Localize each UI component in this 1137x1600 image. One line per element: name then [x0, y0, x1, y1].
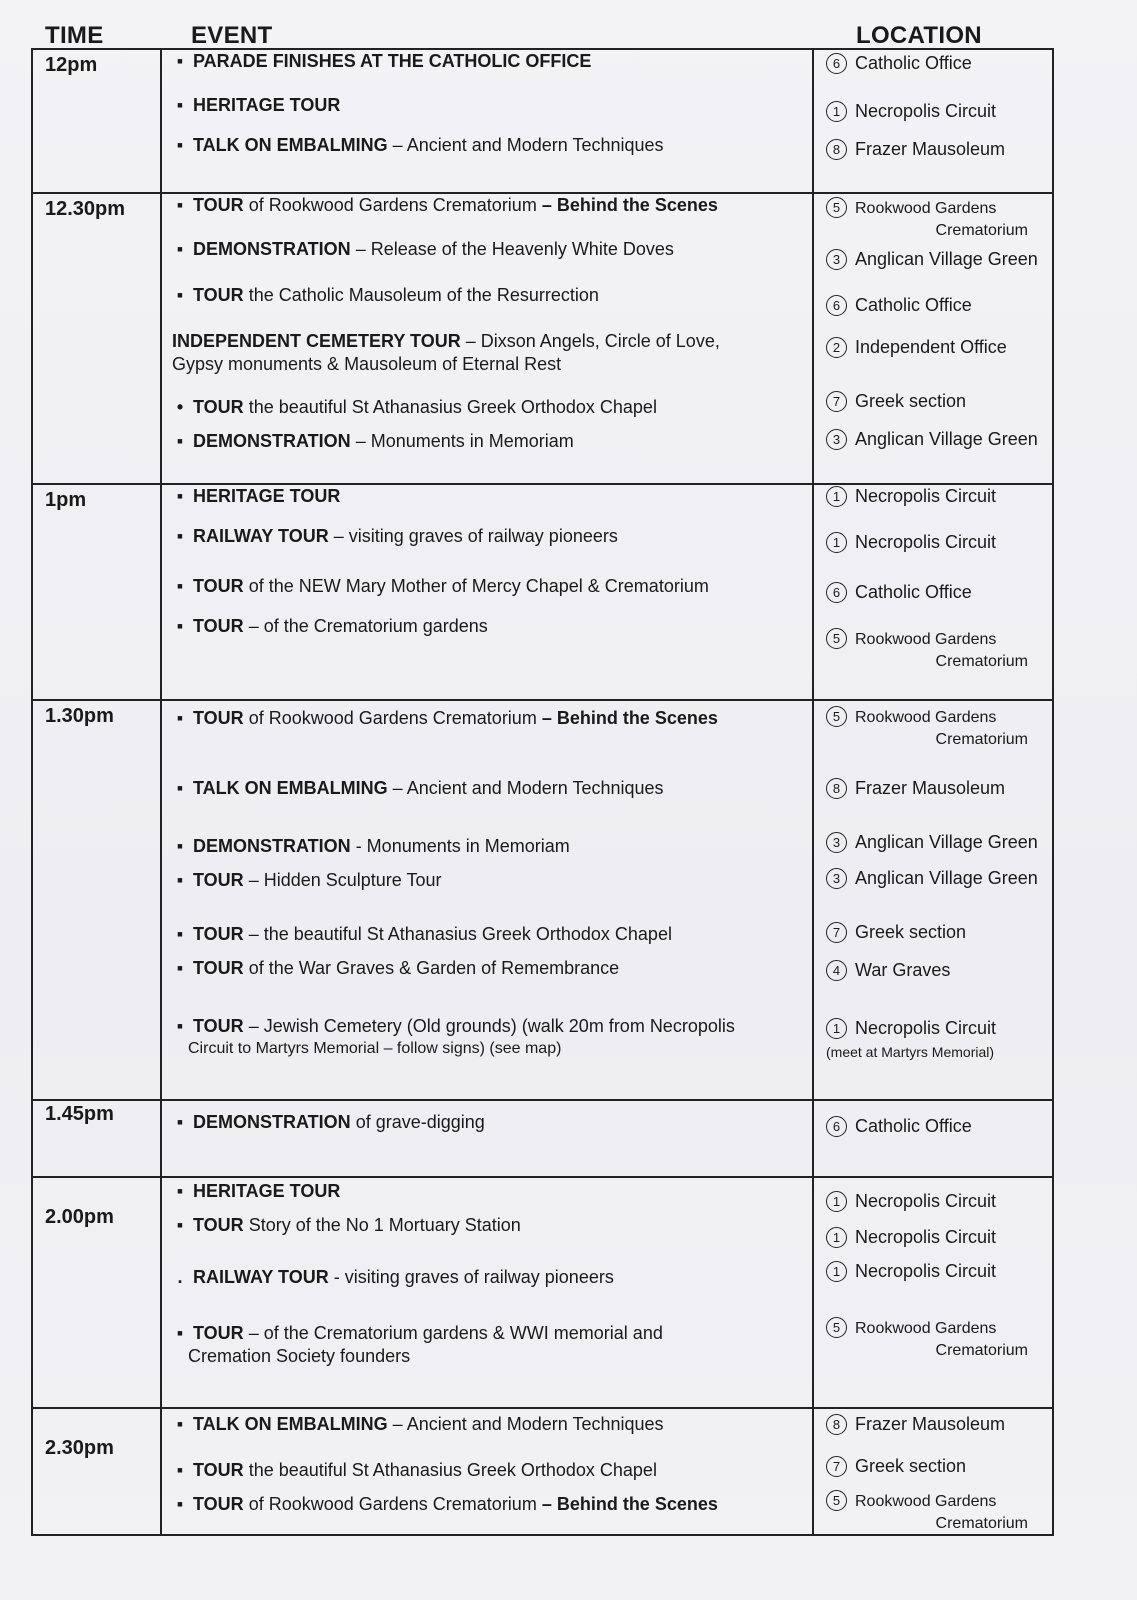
event-title: DEMONSTRATION [193, 430, 351, 451]
location-number-badge: 5 [826, 628, 847, 649]
event-item [172, 525, 806, 548]
location-item [826, 959, 1048, 981]
time-label: 1pm [45, 488, 87, 511]
event-list [162, 50, 812, 190]
event-title: TOUR [193, 1323, 244, 1344]
event-title: DEMONSTRATION [193, 835, 351, 856]
location-number-badge: 5 [826, 706, 847, 727]
location-item [826, 1115, 1048, 1137]
event-item [172, 94, 806, 117]
location-item [826, 336, 1048, 358]
location-item [826, 138, 1048, 160]
event-desc: of Rookwood Gardens Crematorium [243, 1493, 542, 1514]
location-name: Necropolis Circuit [855, 1227, 997, 1248]
location-number-badge: 3 [826, 249, 847, 270]
event-list [162, 1101, 812, 1175]
event-item [172, 194, 806, 217]
location-name: Necropolis Circuit [855, 101, 997, 121]
location-item [826, 1190, 1048, 1212]
location-number-badge: 6 [826, 582, 847, 603]
event-title: TOUR [193, 869, 244, 890]
event-desc: – Dixson Angels, Circle of Love, [460, 330, 720, 351]
location-item [826, 1489, 1048, 1535]
event-title: TALK ON EMBALMING [193, 135, 388, 155]
location-item [826, 531, 1048, 553]
location-list [814, 701, 1052, 1095]
event-title: HERITAGE TOUR [193, 1181, 341, 1202]
event-title: TOUR [193, 707, 244, 728]
location-item [826, 1017, 1048, 1063]
bullet: ▪ [176, 238, 184, 259]
location-item [826, 390, 1048, 412]
bullet: ▪ [176, 707, 184, 728]
event-desc: of the War Graves & Garden of Remembrance [243, 957, 620, 978]
event-item [172, 1459, 806, 1482]
event-item [172, 835, 806, 858]
location-item [826, 867, 1048, 889]
location-name: Greek section [855, 390, 967, 411]
bullet: ▪ [176, 923, 184, 944]
time-cell [32, 1408, 161, 1535]
bullet: ▪ [176, 1323, 184, 1344]
time-cell [32, 193, 161, 484]
schedule-row [32, 193, 1053, 484]
location-name: Rookwood Gardens [855, 1320, 997, 1338]
time-label: 2.30pm [45, 1436, 114, 1459]
location-list [814, 50, 1052, 190]
event-item [172, 396, 806, 419]
location-name: Anglican Village Green [855, 831, 1038, 852]
event-title: TALK ON EMBALMING [193, 1413, 388, 1434]
event-item [172, 869, 806, 892]
time-label: 12pm [45, 54, 98, 76]
event-title: INDEPENDENT CEMETERY TOUR [172, 330, 461, 351]
time-cell [32, 700, 161, 1100]
event-desc: of Rookwood Gardens Crematorium [243, 194, 542, 215]
location-number-badge: 8 [826, 139, 847, 160]
time-label: 1.30pm [45, 704, 114, 727]
location-item [826, 428, 1048, 450]
event-title: DEMONSTRATION [193, 238, 351, 259]
bullet: ▪ [176, 835, 184, 856]
event-list [162, 701, 812, 1095]
event-title: TOUR [193, 575, 244, 596]
bullet: ▪ [176, 284, 184, 305]
event-cell [161, 1100, 813, 1177]
event-item [172, 1322, 806, 1368]
event-title: PARADE FINISHES AT THE CATHOLIC OFFICE [193, 51, 592, 71]
location-name: Catholic Office [855, 294, 972, 315]
event-title: RAILWAY TOUR [193, 1267, 329, 1288]
schedule-row [32, 1100, 1053, 1177]
bullet: . [177, 1267, 183, 1288]
location-number-badge: 8 [826, 1414, 847, 1435]
header-location: LOCATION [856, 22, 982, 49]
bullet: ▪ [176, 777, 184, 798]
event-desc: – Monuments in Memoriam [350, 430, 574, 451]
location-name: Necropolis Circuit [855, 1261, 997, 1282]
location-name: Rookwood Gardens [855, 199, 997, 217]
event-title: TOUR [193, 194, 244, 215]
event-title: HERITAGE TOUR [193, 485, 341, 506]
event-item [172, 1111, 806, 1134]
time-label: 12.30pm [45, 197, 126, 220]
bullet: ▪ [176, 1493, 184, 1514]
event-desc: – visiting graves of railway pioneers [328, 525, 618, 546]
event-desc: – Release of the Heavenly White Doves [350, 238, 674, 259]
location-name: Necropolis Circuit [855, 485, 997, 506]
location-name: Greek section [855, 1455, 967, 1476]
time-cell [32, 484, 161, 700]
location-item [826, 485, 1048, 507]
bullet: ▪ [176, 95, 184, 115]
location-number-badge: 3 [826, 868, 847, 889]
event-desc: - visiting graves of railway pioneers [328, 1267, 614, 1288]
location-item [826, 294, 1048, 316]
event-desc: of the NEW Mary Mother of Mercy Chapel & Crematorium [243, 575, 709, 596]
location-item [826, 1455, 1048, 1477]
location-number-badge: 2 [826, 337, 847, 358]
event-cell [161, 1408, 813, 1535]
event-title: TOUR [193, 1459, 244, 1480]
schedule-row [32, 700, 1053, 1100]
event-desc: – Jewish Cemetery (Old grounds) (walk 20m from Necropolis [243, 1015, 735, 1036]
location-cell [813, 484, 1053, 700]
event-title: TOUR [193, 1015, 244, 1036]
location-name: Frazer Mausoleum [855, 777, 1006, 798]
location-name-cont: Crematorium [935, 1342, 1028, 1360]
location-number-badge: 6 [826, 53, 847, 74]
location-name: Necropolis Circuit [855, 1191, 997, 1212]
location-name: Catholic Office [855, 1116, 972, 1137]
location-number-badge: 3 [826, 429, 847, 450]
location-cell [813, 49, 1053, 193]
time-cell [32, 49, 161, 193]
location-list [814, 1409, 1052, 1533]
location-item [826, 581, 1048, 603]
event-cell [161, 484, 813, 700]
location-name: Frazer Mausoleum [855, 139, 1006, 159]
schedule-row [32, 49, 1053, 193]
header-time: TIME [45, 22, 104, 49]
location-name: Necropolis Circuit [855, 531, 997, 552]
location-name: Catholic Office [855, 53, 972, 73]
schedule-row [32, 1177, 1053, 1407]
location-list [814, 1178, 1052, 1404]
time-cell [32, 1100, 161, 1177]
event-list [162, 1409, 812, 1533]
event-highlight: – Behind the Scenes [541, 1493, 718, 1514]
event-title: RAILWAY TOUR [193, 525, 329, 546]
event-desc: Story of the No 1 Mortuary Station [243, 1215, 521, 1236]
bullet: ▪ [176, 1181, 184, 1202]
location-number-badge: 1 [826, 1191, 847, 1212]
location-note: (meet at Martyrs Memorial) [826, 1043, 995, 1060]
location-item [826, 1413, 1048, 1435]
location-item [826, 248, 1048, 270]
location-cell [813, 1100, 1053, 1177]
bullet: ▪ [176, 430, 184, 451]
location-item [826, 52, 1048, 74]
location-number-badge: 5 [826, 1317, 847, 1338]
location-number-badge: 1 [826, 1261, 847, 1282]
event-highlight: – Behind the Scenes [541, 194, 718, 215]
location-item [826, 777, 1048, 799]
event-item [172, 134, 806, 157]
schedule-row [32, 484, 1053, 700]
bullet: ▪ [176, 957, 184, 978]
event-desc: the beautiful St Athanasius Greek Orthodox Chapel [243, 396, 657, 417]
location-name: Catholic Office [855, 581, 972, 602]
location-name: Anglican Village Green [855, 867, 1038, 888]
bullet: ▪ [176, 51, 184, 71]
location-name-cont: Crematorium [935, 730, 1028, 748]
location-cell [813, 700, 1053, 1100]
location-name: War Graves [855, 959, 951, 980]
location-number-badge: 1 [826, 532, 847, 553]
event-desc-line2: Cremation Society founders [188, 1346, 411, 1367]
bullet: ▪ [176, 615, 184, 636]
event-list [162, 194, 812, 480]
location-number-badge: 7 [826, 1456, 847, 1477]
event-item [172, 1015, 806, 1059]
bullet: ▪ [176, 135, 184, 155]
bullet: ▪ [176, 1413, 184, 1434]
event-item [172, 238, 806, 261]
event-desc: of Rookwood Gardens Crematorium [243, 707, 542, 728]
location-number-badge: 7 [826, 922, 847, 943]
event-title: TOUR [193, 284, 244, 305]
schedule-table [31, 48, 1054, 1536]
location-item [826, 831, 1048, 853]
event-item [172, 50, 806, 73]
location-list [814, 485, 1052, 697]
event-item [172, 430, 806, 453]
event-cell [161, 193, 813, 484]
event-desc: – Ancient and Modern Techniques [387, 777, 664, 798]
bullet: ▪ [176, 1459, 184, 1480]
event-item [172, 707, 806, 730]
bullet: ▪ [176, 1015, 184, 1036]
location-item [826, 196, 1048, 242]
event-item [172, 330, 806, 376]
location-name: Rookwood Gardens [855, 1492, 997, 1510]
event-item [172, 485, 806, 508]
event-item [172, 615, 806, 638]
event-title: TOUR [193, 923, 244, 944]
time-label: 1.45pm [45, 1103, 114, 1126]
event-desc-line2: Gypsy monuments & Mausoleum of Eternal Rest [172, 353, 562, 374]
location-name: Rookwood Gardens [855, 630, 997, 648]
event-list [162, 485, 812, 697]
location-item [826, 1316, 1048, 1362]
event-cell [161, 1177, 813, 1407]
location-number-badge: 4 [826, 960, 847, 981]
bullet: ▪ [176, 525, 184, 546]
event-item [172, 777, 806, 800]
event-cell [161, 49, 813, 193]
event-title: DEMONSTRATION [193, 1112, 351, 1133]
event-desc-line2: Circuit to Martyrs Memorial – follow signs) (see map) [188, 1039, 562, 1057]
event-desc: of grave-digging [350, 1112, 485, 1133]
location-list [814, 1101, 1052, 1175]
location-number-badge: 3 [826, 832, 847, 853]
event-item [172, 957, 806, 980]
location-name: Greek section [855, 921, 967, 942]
event-item [172, 284, 806, 307]
location-number-badge: 1 [826, 486, 847, 507]
event-title: TOUR [193, 957, 244, 978]
event-highlight: – Behind the Scenes [541, 707, 718, 728]
event-item [172, 923, 806, 946]
event-desc: – Ancient and Modern Techniques [387, 1413, 664, 1434]
event-desc: the Catholic Mausoleum of the Resurrection [243, 284, 599, 305]
location-number-badge: 6 [826, 295, 847, 316]
event-item [172, 1413, 806, 1436]
location-number-badge: 5 [826, 197, 847, 218]
event-title: HERITAGE TOUR [193, 95, 341, 115]
location-number-badge: 8 [826, 778, 847, 799]
event-desc: - Monuments in Memoriam [350, 835, 570, 856]
location-item [826, 1260, 1048, 1282]
event-desc: – of the Crematorium gardens & WWI memorial and [243, 1323, 663, 1344]
location-number-badge: 7 [826, 391, 847, 412]
location-item [826, 1226, 1048, 1248]
time-label: 2.00pm [45, 1206, 114, 1229]
event-item [172, 575, 806, 598]
location-name-cont: Crematorium [935, 652, 1028, 670]
location-number-badge: 5 [826, 1490, 847, 1511]
location-cell [813, 1408, 1053, 1535]
location-name-cont: Crematorium [935, 221, 1028, 239]
location-item [826, 921, 1048, 943]
bullet: ▪ [176, 1215, 184, 1236]
location-name-cont: Crematorium [935, 1514, 1028, 1532]
time-cell [32, 1177, 161, 1407]
event-title: TOUR [193, 1215, 244, 1236]
location-number-badge: 1 [826, 101, 847, 122]
location-cell [813, 193, 1053, 484]
event-cell [161, 700, 813, 1100]
event-list [162, 1178, 812, 1404]
location-item [826, 627, 1048, 673]
location-cell [813, 1177, 1053, 1407]
location-name: Anglican Village Green [855, 428, 1038, 449]
event-title: TOUR [193, 1493, 244, 1514]
location-name: Necropolis Circuit [855, 1017, 997, 1038]
location-list [814, 194, 1052, 480]
bullet: • [176, 396, 184, 417]
bullet: ▪ [176, 575, 184, 596]
bullet: ▪ [176, 1112, 184, 1133]
event-desc: – of the Crematorium gardens [243, 615, 488, 636]
location-name: Frazer Mausoleum [855, 1413, 1006, 1434]
event-item [172, 1493, 806, 1516]
bullet: ▪ [176, 869, 184, 890]
location-name: Rookwood Gardens [855, 708, 997, 726]
location-number-badge: 1 [826, 1227, 847, 1248]
event-desc: – Hidden Sculpture Tour [243, 869, 442, 890]
location-name: Independent Office [855, 336, 1007, 357]
event-item [172, 1214, 806, 1237]
bullet: ▪ [176, 485, 184, 506]
location-number-badge: 1 [826, 1018, 847, 1039]
event-desc: – Ancient and Modern Techniques [387, 135, 664, 155]
location-item [826, 705, 1048, 751]
event-item [172, 1180, 806, 1203]
event-title: TALK ON EMBALMING [193, 777, 388, 798]
event-desc: the beautiful St Athanasius Greek Orthodox Chapel [243, 1459, 657, 1480]
event-title: TOUR [193, 396, 244, 417]
event-desc: – the beautiful St Athanasius Greek Orthodox Chapel [243, 923, 672, 944]
header-event: EVENT [191, 22, 273, 49]
location-item [826, 100, 1048, 122]
location-name: Anglican Village Green [855, 248, 1038, 269]
bullet: ▪ [176, 194, 184, 215]
event-item [172, 1266, 806, 1289]
schedule-row [32, 1408, 1053, 1535]
event-title: TOUR [193, 615, 244, 636]
location-number-badge: 6 [826, 1116, 847, 1137]
